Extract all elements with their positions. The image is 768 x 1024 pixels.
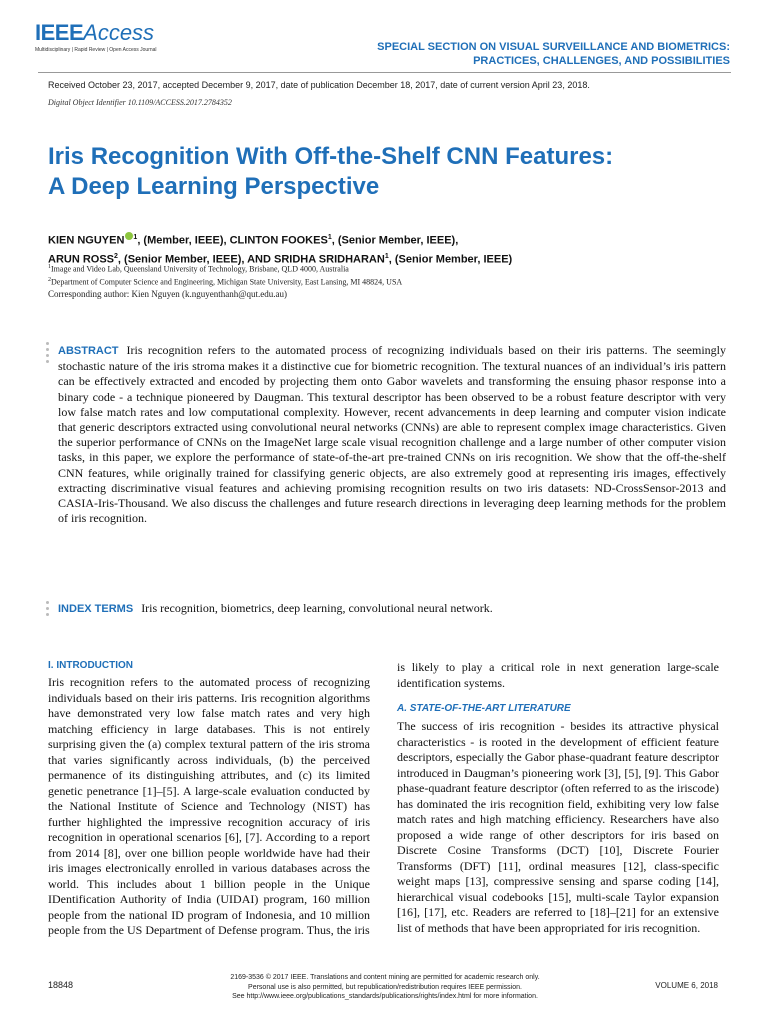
abstract <box>58 343 726 526</box>
copyright-notice <box>180 973 590 1002</box>
affiliation-item <box>48 262 738 275</box>
special-section-line1: SPECIAL SECTION ON VISUAL SURVEILLANCE AND BIOMETRICS: <box>377 41 730 53</box>
index-terms <box>58 601 726 617</box>
volume-label: VOLUME 6, 2018 <box>655 981 718 990</box>
author-role: , (Senior Member, IEEE), AND SRIDHA SRIDHARAN <box>117 253 385 266</box>
logo-access: Access <box>83 20 155 45</box>
affiliation-text: Image and Video Lab, Queensland University of Technology, Brisbane, QLD 4000, Australia <box>51 264 349 274</box>
affil-sup: 1 <box>384 252 389 260</box>
title-line1: Iris Recognition With Off-the-Shelf CNN Features: <box>48 143 614 170</box>
affiliation-item <box>48 275 738 288</box>
introduction-continued-text: is likely to play a critical role in next generation large-scale identification systems. <box>397 660 719 690</box>
journal-logo <box>35 20 215 60</box>
special-section-line2: PRACTICES, CHALLENGES, AND POSSIBILITIES <box>473 55 730 67</box>
logo-tagline: Multidisciplinary | Rapid Review | Open Access Journal <box>35 47 157 53</box>
title-line2: A Deep Learning Perspective <box>48 173 380 200</box>
literature-text: The success of iris recognition - besides its attractive physical characteristics - is rooted in the development of efficient feature descriptors, especially the Gabor phase-quadrant feature descriptor introduced in Daugman’s pioneering work [3], [5], [9]. This Gabor phase-quadrant feature descriptor (often referred to as the iriscode) has dominated the iris recognition field, exhibiting very low false match rates and high matching efficiency. Researchers have also proposed a wide range of other descriptors for iris based on Discrete Cosine Transforms (DCT) [10], Discrete Fourier Transforms (DFT) [11], ordinal measures [12], class-specific weight maps [13], compressive sensing and sparse coding [14], hierarchical visual codebooks [15], multi-scale Taylor expansion [16], [17], etc. Readers are referred to [18]–[21] for an extensive list of methods that have been appropriated for iris recognition. <box>397 719 719 935</box>
affil-sup: 1 <box>327 234 332 241</box>
header-divider <box>38 72 731 73</box>
affil-sup: 1 <box>48 264 51 270</box>
doi-line[interactable]: Digital Object Identifier 10.1109/ACCESS.2017.2784352 <box>48 98 232 107</box>
affiliations <box>48 262 738 287</box>
copyright-line1: 2169-3536 © 2017 IEEE. Translations and content mining are permitted for academic research only. <box>230 974 540 981</box>
author-role: , (Senior Member, IEEE), <box>331 234 459 247</box>
author-role: , (Senior Member, IEEE) <box>388 253 513 266</box>
abstract-label: ABSTRACT <box>58 345 119 357</box>
abstract-text: Iris recognition refers to the automated process of recognizing individuals based on their iris patterns. The seemingly stochastic nature of the iris stroma makes it a distinctive cue for biometric recognition. The textural nuances of an individual’s iris pattern can be effectively extracted and encoded by projecting them onto Gabor wavelets and transforming the ensuing phasor response into a binary code - a technique pioneered by Daugman. This textural descriptor has been observed to be a robust feature descriptor with very low false match rates and low computational complexity. However, recent advancements in deep learning and computer vision indicate that generic descriptors extracted using convolutional neural networks (CNNs) are able to represent complex image characteristics. Given the superior performance of CNNs on the ImageNet large scale visual recognition challenge and a large number of other computer vision tasks, in this paper, we explore the performance of state-of-the-art pre-trained CNNs on iris recognition. We show that the off-the-shelf CNN features, while originally trained for classifying generic objects, are also extremely good at representing iris images, effectively extracting discriminative visual features and achieving promising recognition results on two iris datasets: ND-CrossSensor-2013 and CASIA-Iris-Thousand. We also discuss the challenges and future research directions in leveraging deep learning methods for the problem of iris recognition. <box>58 343 726 526</box>
logo-ieee: IEEE <box>35 20 84 45</box>
index-terms-text: Iris recognition, biometrics, deep learning, convolutional neural network. <box>141 601 493 615</box>
special-section-title <box>310 40 730 68</box>
index-terms-dots-icon <box>46 601 50 619</box>
introduction-text: Iris recognition refers to the automated process of recognizing individuals based on their iris patterns. Iris recognition algorithms have demonstrated very low false match rates and very high matching efficiency in large databases. This is not entirely surprising given the (a) complex textural pattern of the iris stroma that varies significantly across individuals, (b) the perceived permanence of its distinguishing attributes, and (c) its limited genetic penetrance [1]–[5]. A large-scale evaluation conducted by the National Institute of Science and Technology (NIST) has further highlighted the impressive recognition accuracy of iris recognition in operational scenarios [6], [7]. According to a report from 2014 [8], over one billion people worldwide have had their iris images electronically enrolled in various databases across the world. This includes about 1 billion people in the Unique IDentification Authority of India (UIDAI) program, 160 million people from the national ID program of Indonesia, and 10 million people from the US Department of Defense program. Thus, the iris <box>48 675 370 937</box>
affiliation-text: Department of Computer Science and Engineering, Michigan State University, East Lansing, MI 48824, USA <box>51 277 403 287</box>
affil-sup: 2 <box>114 252 118 260</box>
corresponding-author: Corresponding author: Kien Nguyen (k.nguyenthanh@qut.edu.au) <box>48 289 287 299</box>
received-dates: Received October 23, 2017, accepted December 9, 2017, date of publication December 18, 2017, date of current version April 23, 2018. <box>48 80 590 90</box>
copyright-line3[interactable]: See http://www.ieee.org/publications_standards/publications/rights/index.html for more information. <box>232 993 538 1000</box>
page-number: 18848 <box>48 980 74 990</box>
copyright-line2: Personal use is also permitted, but republication/redistribution requires IEEE permission. <box>248 983 522 991</box>
affil-sup: 2 <box>48 276 51 283</box>
affil-sup: 1 <box>133 234 138 241</box>
abstract-dots-icon <box>46 342 50 366</box>
author-name[interactable]: KIEN NGUYEN <box>48 234 125 247</box>
index-terms-label: INDEX TERMS <box>58 603 134 615</box>
paper-title <box>48 142 728 202</box>
author-role: , (Member, IEEE), CLINTON FOOKES <box>137 234 328 247</box>
author-name: ARUN ROSS <box>48 253 115 266</box>
subsection-heading-literature: A. STATE-OF-THE-ART LITERATURE <box>397 703 571 714</box>
section-heading-introduction: I. INTRODUCTION <box>48 660 133 671</box>
